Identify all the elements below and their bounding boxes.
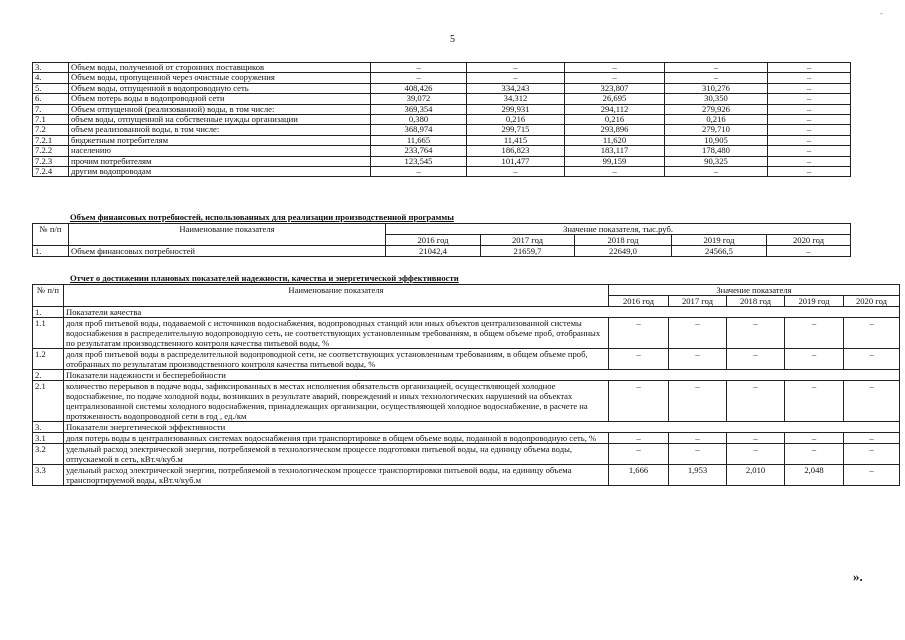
row-value-2020: – [844, 465, 900, 486]
row-num: 1.2 [33, 349, 64, 370]
financial-needs-caption: Объем финансовых потребностей, использованных для реализации производственной программы [70, 212, 454, 222]
section-num: 2. [33, 370, 64, 381]
table-row [33, 146, 851, 156]
row-value-2019: – [785, 318, 844, 349]
row-value-2020: – [768, 63, 851, 73]
header-year: 2020 год [844, 296, 900, 307]
header-year: 2019 год [672, 235, 767, 246]
row-name: Объем отпущенной (реализованной) воды, в том числе: [69, 104, 371, 114]
row-value-2017: – [669, 318, 727, 349]
table-row [33, 318, 900, 349]
row-num: 6. [33, 94, 69, 104]
row-num: 1. [33, 246, 69, 257]
row-num: 7.1 [33, 115, 69, 125]
row-value-2017: 34,312 [467, 94, 565, 104]
row-value-2017: – [669, 381, 727, 422]
row-value-2019: – [665, 73, 768, 83]
row-value-2019: 10,905 [665, 135, 768, 145]
indicators-table [32, 284, 900, 486]
section-row [33, 307, 900, 318]
row-value-2019: – [785, 381, 844, 422]
row-value-2019: – [785, 349, 844, 370]
row-value-2020: – [768, 135, 851, 145]
row-value-2018: – [727, 433, 785, 444]
row-value-2018: – [565, 63, 665, 73]
row-value-2020: – [768, 94, 851, 104]
row-value-2019: 0,216 [665, 115, 768, 125]
section-row [33, 370, 900, 381]
row-value-2016: 408,426 [371, 83, 467, 93]
row-value-2016: 123,545 [371, 156, 467, 166]
row-value-2017: – [467, 167, 565, 177]
row-value-2016: – [371, 63, 467, 73]
row-name: Объем воды, полученной от сторонних поставщиков [69, 63, 371, 73]
header-year: 2016 год [386, 235, 481, 246]
row-value-2017: – [669, 433, 727, 444]
row-value-2019: 279,710 [665, 125, 768, 135]
row-value-2018: 22649,0 [575, 246, 672, 257]
row-value-2020: – [844, 349, 900, 370]
section-title: Показатели надежности и бесперебойности [64, 370, 900, 381]
row-num: 7.2.2 [33, 146, 69, 156]
row-value-2020: – [844, 381, 900, 422]
table-row [33, 135, 851, 145]
row-value-2018: 294,112 [565, 104, 665, 114]
table-row [33, 444, 900, 465]
closing-quote: ». [853, 569, 863, 584]
row-value-2019: 310,276 [665, 83, 768, 93]
header-year: 2017 год [669, 296, 727, 307]
indicators-caption: Отчет о достижении плановых показателей надежности, качества и энергетической эффективности [70, 273, 459, 283]
row-num: 7.2.3 [33, 156, 69, 166]
row-name: Объем воды, отпущенной в водопроводную сеть [69, 83, 371, 93]
water-balance-table-body [33, 63, 851, 177]
financial-needs-table [32, 223, 851, 257]
row-num: 7.2.4 [33, 167, 69, 177]
row-value-2016: – [609, 381, 669, 422]
row-value-2019: 30,350 [665, 94, 768, 104]
row-value-2018: 99,159 [565, 156, 665, 166]
row-value-2018: – [727, 381, 785, 422]
table-row [33, 156, 851, 166]
row-value-2018: 293,896 [565, 125, 665, 135]
row-num: 3.1 [33, 433, 64, 444]
header-year: 2017 год [481, 235, 575, 246]
row-name: другим водопроводам [69, 167, 371, 177]
row-value-2016: – [371, 73, 467, 83]
row-value-2016: 21042,4 [386, 246, 481, 257]
margin-mark: - [880, 8, 883, 18]
row-value-2019: 24566,5 [672, 246, 767, 257]
row-value-2016: – [609, 318, 669, 349]
table-row [33, 465, 900, 486]
row-name: Объем воды, пропущенной через очистные сооружения [69, 73, 371, 83]
row-value-2020: – [768, 83, 851, 93]
table-row [33, 349, 900, 370]
row-value-2017: 101,477 [467, 156, 565, 166]
row-value-2019: 279,926 [665, 104, 768, 114]
row-value-2020: – [768, 146, 851, 156]
row-value-2018: – [727, 444, 785, 465]
row-value-2020: – [844, 318, 900, 349]
row-value-2016: – [609, 349, 669, 370]
row-name: Объем потерь воды в водопроводной сети [69, 94, 371, 104]
row-value-2017: 334,243 [467, 83, 565, 93]
table-row [33, 104, 851, 114]
row-value-2016: 0,380 [371, 115, 467, 125]
section-num: 3. [33, 422, 64, 433]
row-value-2017: 21659,7 [481, 246, 575, 257]
header-name: Наименование показателя [64, 285, 609, 307]
row-value-2017: 0,216 [467, 115, 565, 125]
row-value-2018: – [565, 167, 665, 177]
table-row [33, 63, 851, 73]
table-row [33, 381, 900, 422]
row-value-2018: – [565, 73, 665, 83]
table-row [33, 83, 851, 93]
row-value-2017: 299,715 [467, 125, 565, 135]
table-row [33, 433, 900, 444]
table-row [33, 73, 851, 83]
row-name: удельный расход электрической энергии, потребляемой в технологическом процессе транспортировки питьевой воды, на единицу объема транспортируемой воды, кВт.ч/куб.м [64, 465, 609, 486]
header-value: Значение показателя [609, 285, 900, 296]
table-row [33, 167, 851, 177]
table-row [33, 115, 851, 125]
row-num: 3.2 [33, 444, 64, 465]
row-value-2020: – [768, 73, 851, 83]
row-name: доля проб питьевой воды, подаваемой с источников водоснабжения, водопроводных станций или иных объектов централизованной системы водоснабжения в распределительную водопроводную сеть, не соответствующих установленным требованиям, в общем объеме проб, отобранных по результатам производственного контроля качества питьевой воды, % [64, 318, 609, 349]
row-value-2018: 323,807 [565, 83, 665, 93]
row-value-2019: – [665, 63, 768, 73]
row-value-2018: – [727, 349, 785, 370]
row-value-2017: 186,823 [467, 146, 565, 156]
row-name: Объем финансовых потребностей [69, 246, 386, 257]
row-value-2020: – [768, 156, 851, 166]
row-value-2017: 11,415 [467, 135, 565, 145]
row-name: удельный расход электрической энергии, потребляемой в технологическом процессе подготовки питьевой воды, на единицу объема воды, отпускаемой в сеть, кВт.ч/куб.м [64, 444, 609, 465]
table-row [33, 94, 851, 104]
header-year: 2018 год [727, 296, 785, 307]
row-value-2020: – [844, 433, 900, 444]
section-title: Показатели качества [64, 307, 900, 318]
header-year: 2016 год [609, 296, 669, 307]
header-num: № п/п [33, 224, 69, 246]
row-num: 1.1 [33, 318, 64, 349]
row-num: 4. [33, 73, 69, 83]
row-name: объем реализованной воды, в том числе: [69, 125, 371, 135]
header-year: 2018 год [575, 235, 672, 246]
row-name: населению [69, 146, 371, 156]
row-value-2019: 90,325 [665, 156, 768, 166]
header-year: 2020 год [767, 235, 851, 246]
row-num: 3.3 [33, 465, 64, 486]
row-value-2019: – [665, 167, 768, 177]
row-value-2020: – [768, 115, 851, 125]
row-value-2018: 26,695 [565, 94, 665, 104]
row-value-2017: – [467, 63, 565, 73]
row-value-2018: 2,010 [727, 465, 785, 486]
row-value-2018: 0,216 [565, 115, 665, 125]
row-name: доля проб питьевой воды в распределительной водопроводной сети, не соответствующих установленным требованиям, в общем объеме проб, отобранных по результатам производственного контроля качества питьевой воды, % [64, 349, 609, 370]
row-value-2016: 11,665 [371, 135, 467, 145]
section-row [33, 422, 900, 433]
row-value-2020: – [768, 125, 851, 135]
row-value-2018: 11,620 [565, 135, 665, 145]
row-value-2017: 299,931 [467, 104, 565, 114]
row-name: объем воды, отпущенной на собственные нужды организации [69, 115, 371, 125]
row-value-2017: 1,953 [669, 465, 727, 486]
row-value-2017: – [669, 444, 727, 465]
row-value-2016: 369,354 [371, 104, 467, 114]
row-name: бюджетным потребителям [69, 135, 371, 145]
row-name: количество перерывов в подаче воды, зафиксированных в местах исполнения обязательств организацией, осуществляющей холодное водоснабжение, по подаче холодной воды, возникших в результате аварий, повреждений и иных технологических нарушений на объектах централизованной системы холодного водоснабжения, принадлежащих организации, осуществляющей холодное водоснабжение, в расчете на протяженность водопроводной сети в год , ед./км [64, 381, 609, 422]
row-name: прочим потребителям [69, 156, 371, 166]
row-value-2019: 178,480 [665, 146, 768, 156]
indicators-table-body [33, 307, 900, 486]
row-value-2017: – [467, 73, 565, 83]
water-balance-table [32, 62, 851, 177]
row-num: 5. [33, 83, 69, 93]
row-num: 7.2 [33, 125, 69, 135]
row-value-2020: – [768, 167, 851, 177]
row-value-2016: 368,974 [371, 125, 467, 135]
table-row [33, 246, 851, 257]
row-value-2018: – [727, 318, 785, 349]
row-value-2016: – [609, 444, 669, 465]
section-num: 1. [33, 307, 64, 318]
row-value-2020: – [844, 444, 900, 465]
row-value-2017: – [669, 349, 727, 370]
page-number: 5 [450, 34, 455, 45]
row-value-2016: – [371, 167, 467, 177]
row-value-2019: 2,048 [785, 465, 844, 486]
header-year: 2019 год [785, 296, 844, 307]
row-value-2019: – [785, 444, 844, 465]
header-value: Значение показателя, тыс.руб. [386, 224, 851, 235]
row-num: 7. [33, 104, 69, 114]
header-name: Наименование показателя [69, 224, 386, 246]
row-value-2016: 233,764 [371, 146, 467, 156]
table-row [33, 125, 851, 135]
row-num: 3. [33, 63, 69, 73]
row-value-2016: 39,072 [371, 94, 467, 104]
row-value-2020: – [768, 104, 851, 114]
row-value-2018: 183,117 [565, 146, 665, 156]
row-value-2016: – [609, 433, 669, 444]
row-value-2020: – [767, 246, 851, 257]
header-num: № п/п [33, 285, 64, 307]
row-name: доля потерь воды в централизованных системах водоснабжения при транспортировке в общем объеме воды, поданной в водопроводную сеть, % [64, 433, 609, 444]
row-value-2016: 1,666 [609, 465, 669, 486]
section-title: Показатели энергетической эффективности [64, 422, 900, 433]
row-num: 7.2.1 [33, 135, 69, 145]
row-num: 2.1 [33, 381, 64, 422]
row-value-2019: – [785, 433, 844, 444]
